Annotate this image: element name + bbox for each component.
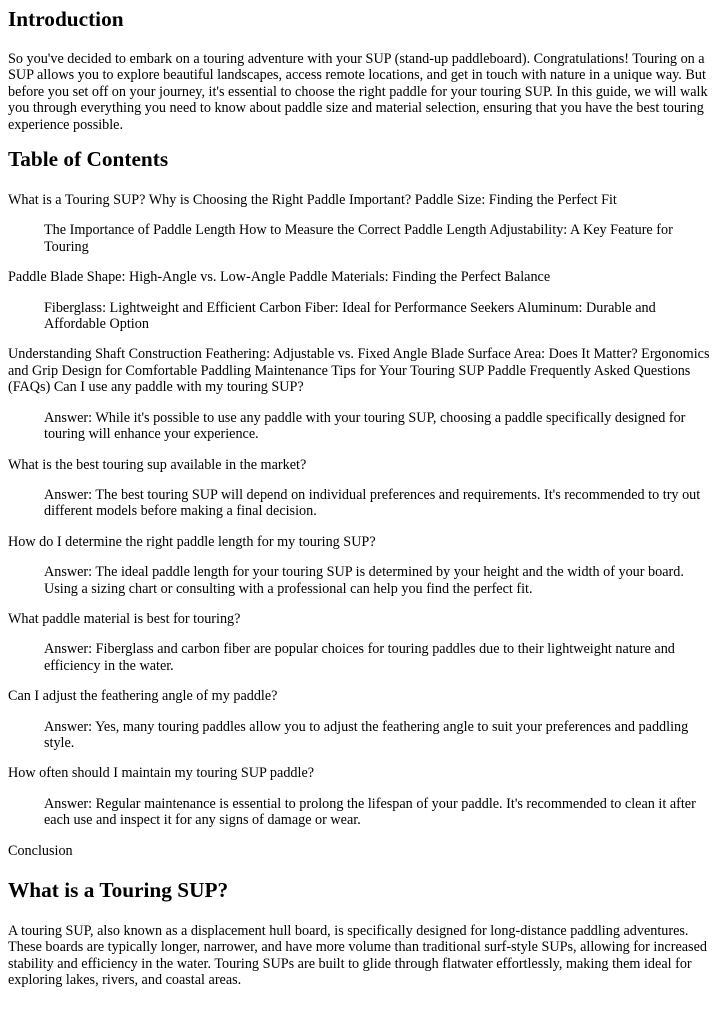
faq-question: What is the best touring sup available in the market? [8,456,307,473]
faq-question: Can I adjust the feathering angle of my paddle? [8,688,278,705]
faq-answer: Answer: The ideal paddle length for your touring SUP is determined by your height and the width of your board. Using a sizing chart or consulting with a professional can help you find the perfect fit. [44,564,684,597]
section-heading-table-of-contents: Table of Contents [8,147,169,172]
faq-question: How often should I maintain my touring SUP paddle? [8,765,315,782]
faq-answer: Answer: While it's possible to use any paddle with your touring SUP, choosing a paddle specifically designed for touring will enhance your experience. [44,409,686,443]
toc-paragraph: What is a Touring SUP? Why is Choosing the Right Paddle Important? Paddle Size: Finding the Perfect Fit [8,192,617,209]
faq-answer: Answer: Yes, many touring paddles allow you to adjust the feathering angle to suit your preferences and paddling style. [44,718,689,751]
faq-answer: Answer: Regular maintenance is essential to prolong the lifespan of your paddle. It's recommended to clean it after each use and inspect it for any signs of damage or wear. [44,795,696,829]
toc-blockquote: Fiberglass: Lightweight and Efficient Carbon Fiber: Ideal for Performance Seekers Aluminum: Durable and Affordable Option [44,299,656,333]
faq-answer: Answer: Fiberglass and carbon fiber are popular choices for touring paddles due to their lightweight nature and efficiency in the water. [44,641,675,674]
toc-paragraph: Paddle Blade Shape: High-Angle vs. Low-Angle Paddle Materials: Finding the Perfect Balance [8,269,551,286]
intro-paragraph: So you've decided to embark on a touring adventure with your SUP (stand-up paddleboard). Congratulations! Touring on a SUP allows you to explore beautiful landscapes, access remote locations, and get in touch with nature in a unique way. But before you set off on your journey, it's essential to choose the right paddle for your touring SUP. In this guide, we will walk you through everything you need to know about paddle size and material selection, ensuring that you have the best touring experience possible. [8,51,708,133]
faq-question: How do I determine the right paddle length for my touring SUP? [8,533,376,550]
section-heading-what-is-touring-sup: What is a Touring SUP? [8,878,229,902]
faq-question: What paddle material is best for touring? [8,610,241,627]
what-is-touring-sup-paragraph: A touring SUP, also known as a displacement hull board, is specifically designed for long-distance paddling adventures. These boards are typically longer, narrower, and have more volume than traditional surf-style SUPs, allowing for increased stability and efficiency in the water. Touring SUPs are built to glide through flatwater effortlessly, making them ideal for exploring lakes, rivers, and coastal areas. [8,923,707,989]
article [0,7,720,989]
toc-conclusion: Conclusion [8,842,73,859]
section-heading-introduction: Introduction [8,7,124,31]
toc-paragraph: Understanding Shaft Construction Feathering: Adjustable vs. Fixed Angle Blade Surface Area: Does It Matter? Ergonomics and Grip Design for Comfortable Paddling Maintenance Tips for Your Touring SUP Paddle Frequently Asked Questions (FAQs) Can I use any paddle with my touring SUP? [8,346,710,396]
toc-blockquote: The Importance of Paddle Length How to Measure the Correct Paddle Length Adjustability: A Key Feature for Touring [44,222,673,255]
faq-answer: Answer: The best touring SUP will depend on individual preferences and requirements. It's recommended to try out different models before making a final decision. [44,486,701,520]
